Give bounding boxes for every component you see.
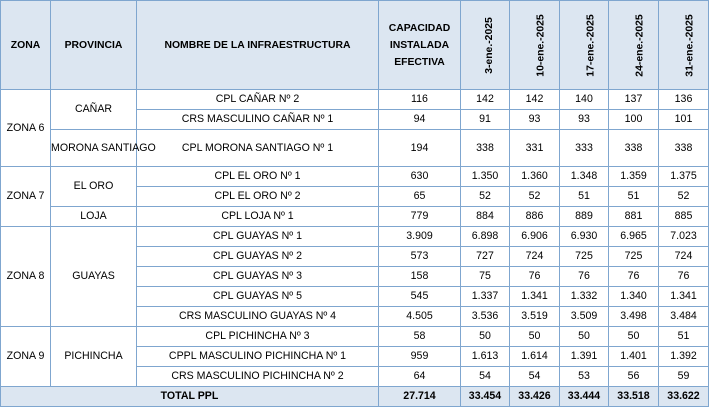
header-date-label: 17-ene.-2025 xyxy=(585,13,597,77)
count-value: 1.375 xyxy=(659,167,709,187)
count-value: 1.392 xyxy=(659,347,709,367)
count-value: 3.519 xyxy=(510,307,560,327)
province-cell: EL ORO xyxy=(51,167,137,207)
count-value: 54 xyxy=(461,367,510,387)
count-value: 76 xyxy=(609,267,659,287)
header-date xyxy=(609,1,659,90)
count-value: 53 xyxy=(560,367,609,387)
header-date-label: 24-ene.-2025 xyxy=(634,13,646,77)
count-value: 333 xyxy=(560,130,609,167)
province-cell: CAÑAR xyxy=(51,90,137,130)
total-value: 33.622 xyxy=(659,387,709,407)
count-value: 1.360 xyxy=(510,167,560,187)
count-value: 3.484 xyxy=(659,307,709,327)
count-value: 1.348 xyxy=(560,167,609,187)
infra-name: CRS MASCULINO CAÑAR Nº 1 xyxy=(137,110,379,130)
count-value: 725 xyxy=(560,247,609,267)
count-value: 338 xyxy=(461,130,510,167)
count-value: 136 xyxy=(659,90,709,110)
count-value: 51 xyxy=(609,187,659,207)
count-value: 91 xyxy=(461,110,510,130)
count-value: 1.341 xyxy=(659,287,709,307)
count-value: 52 xyxy=(659,187,709,207)
count-value: 52 xyxy=(461,187,510,207)
count-value: 1.614 xyxy=(510,347,560,367)
zone-cell: ZONA 7 xyxy=(1,167,51,227)
infra-name: CPL CAÑAR Nº 2 xyxy=(137,90,379,110)
infra-name: CPL EL ORO Nº 2 xyxy=(137,187,379,207)
capacity-value: 630 xyxy=(379,167,461,187)
capacity-value: 194 xyxy=(379,130,461,167)
count-value: 6.930 xyxy=(560,227,609,247)
zone-cell: ZONA 8 xyxy=(1,227,51,327)
table-row xyxy=(1,90,709,110)
count-value: 51 xyxy=(560,187,609,207)
count-value: 50 xyxy=(461,327,510,347)
header-capacidad: CAPACIDAD INSTALADA EFECTIVA xyxy=(379,1,461,90)
count-value: 1.401 xyxy=(609,347,659,367)
capacity-value: 58 xyxy=(379,327,461,347)
total-value: 33.426 xyxy=(510,387,560,407)
count-value: 6.898 xyxy=(461,227,510,247)
count-value: 727 xyxy=(461,247,510,267)
total-capacity: 27.714 xyxy=(379,387,461,407)
capacity-value: 4.505 xyxy=(379,307,461,327)
capacity-value: 779 xyxy=(379,207,461,227)
header-date xyxy=(510,1,560,90)
count-value: 724 xyxy=(659,247,709,267)
count-value: 7.023 xyxy=(659,227,709,247)
count-value: 889 xyxy=(560,207,609,227)
count-value: 52 xyxy=(510,187,560,207)
infra-name: CPL PICHINCHA Nº 3 xyxy=(137,327,379,347)
header-date xyxy=(659,1,709,90)
count-value: 725 xyxy=(609,247,659,267)
capacity-value: 158 xyxy=(379,267,461,287)
capacity-value: 573 xyxy=(379,247,461,267)
count-value: 331 xyxy=(510,130,560,167)
province-cell: PICHINCHA xyxy=(51,327,137,387)
table-row xyxy=(1,207,709,227)
capacity-value: 64 xyxy=(379,367,461,387)
header-date-label: 10-ene.-2025 xyxy=(535,13,547,77)
count-value: 3.509 xyxy=(560,307,609,327)
count-value: 76 xyxy=(659,267,709,287)
infra-name: CPL LOJA Nº 1 xyxy=(137,207,379,227)
count-value: 93 xyxy=(560,110,609,130)
count-value: 338 xyxy=(659,130,709,167)
total-value: 33.518 xyxy=(609,387,659,407)
infra-name: CPL EL ORO Nº 1 xyxy=(137,167,379,187)
count-value: 93 xyxy=(510,110,560,130)
capacity-value: 94 xyxy=(379,110,461,130)
capacity-value: 3.909 xyxy=(379,227,461,247)
infra-name: CRS MASCULINO GUAYAS Nº 4 xyxy=(137,307,379,327)
count-value: 76 xyxy=(510,267,560,287)
table-row xyxy=(1,327,709,347)
table-row xyxy=(1,130,709,167)
count-value: 1.340 xyxy=(609,287,659,307)
infra-name: CPPL MASCULINO PICHINCHA Nº 1 xyxy=(137,347,379,367)
infra-name: CPL GUAYAS Nº 3 xyxy=(137,267,379,287)
header-date xyxy=(560,1,609,90)
count-value: 1.391 xyxy=(560,347,609,367)
header-row xyxy=(1,1,709,90)
count-value: 338 xyxy=(609,130,659,167)
total-row xyxy=(1,387,709,407)
count-value: 56 xyxy=(609,367,659,387)
count-value: 50 xyxy=(560,327,609,347)
count-value: 6.965 xyxy=(609,227,659,247)
header-date-label: 3-ene.-2025 xyxy=(483,16,495,74)
total-value: 33.454 xyxy=(461,387,510,407)
count-value: 885 xyxy=(659,207,709,227)
count-value: 1.337 xyxy=(461,287,510,307)
count-value: 142 xyxy=(510,90,560,110)
count-value: 881 xyxy=(609,207,659,227)
total-label: TOTAL PPL xyxy=(1,387,379,407)
capacity-value: 116 xyxy=(379,90,461,110)
count-value: 137 xyxy=(609,90,659,110)
count-value: 50 xyxy=(510,327,560,347)
count-value: 886 xyxy=(510,207,560,227)
table-row xyxy=(1,167,709,187)
header-date xyxy=(461,1,510,90)
infra-name: CRS MASCULINO PICHINCHA Nº 2 xyxy=(137,367,379,387)
infra-name: CPL MORONA SANTIAGO Nº 1 xyxy=(137,130,379,167)
table-row xyxy=(1,227,709,247)
total-value: 33.444 xyxy=(560,387,609,407)
header-date-label: 31-ene.-2025 xyxy=(684,13,696,77)
count-value: 50 xyxy=(609,327,659,347)
count-value: 1.332 xyxy=(560,287,609,307)
province-cell: GUAYAS xyxy=(51,227,137,327)
capacity-value: 545 xyxy=(379,287,461,307)
count-value: 51 xyxy=(659,327,709,347)
count-value: 1.359 xyxy=(609,167,659,187)
count-value: 140 xyxy=(560,90,609,110)
capacity-value: 65 xyxy=(379,187,461,207)
count-value: 76 xyxy=(560,267,609,287)
count-value: 884 xyxy=(461,207,510,227)
infra-name: CPL GUAYAS Nº 2 xyxy=(137,247,379,267)
count-value: 100 xyxy=(609,110,659,130)
count-value: 75 xyxy=(461,267,510,287)
infra-name: CPL GUAYAS Nº 5 xyxy=(137,287,379,307)
count-value: 724 xyxy=(510,247,560,267)
count-value: 6.906 xyxy=(510,227,560,247)
province-cell: LOJA xyxy=(51,207,137,227)
count-value: 1.341 xyxy=(510,287,560,307)
count-value: 3.498 xyxy=(609,307,659,327)
capacity-value: 959 xyxy=(379,347,461,367)
province-cell: MORONA SANTIAGO xyxy=(51,130,137,167)
header-provincia: PROVINCIA xyxy=(51,1,137,90)
zone-cell: ZONA 9 xyxy=(1,327,51,387)
header-zona: ZONA xyxy=(1,1,51,90)
count-value: 54 xyxy=(510,367,560,387)
count-value: 142 xyxy=(461,90,510,110)
infra-name: CPL GUAYAS Nº 1 xyxy=(137,227,379,247)
count-value: 59 xyxy=(659,367,709,387)
count-value: 1.350 xyxy=(461,167,510,187)
count-value: 3.536 xyxy=(461,307,510,327)
count-value: 1.613 xyxy=(461,347,510,367)
count-value: 101 xyxy=(659,110,709,130)
header-infraestructura: NOMBRE DE LA INFRAESTRUCTURA xyxy=(137,1,379,90)
zone-cell: ZONA 6 xyxy=(1,90,51,167)
